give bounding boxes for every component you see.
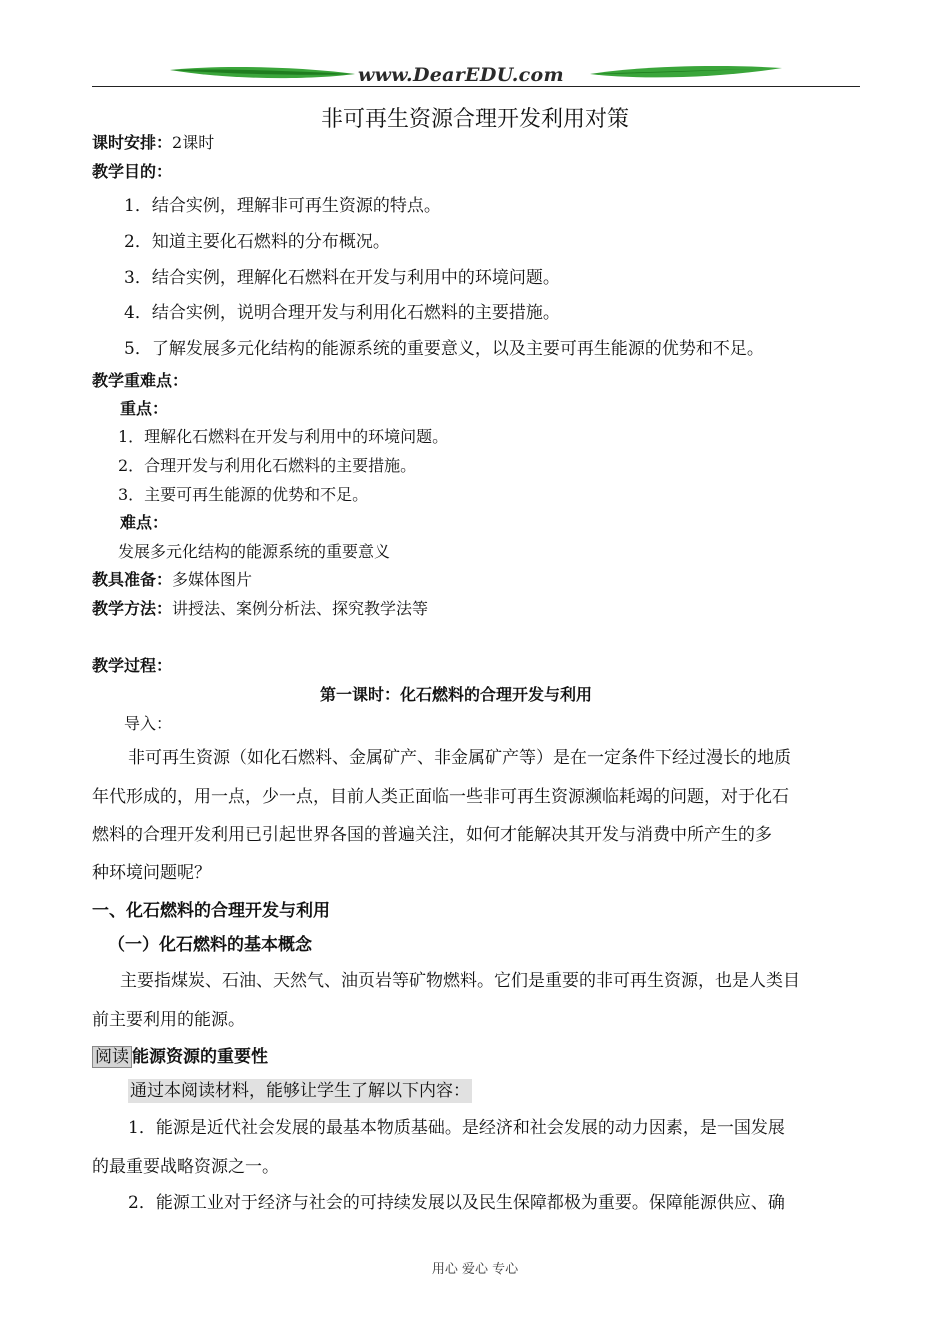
objective-item: 4．结合实例，说明合理开发与利用化石燃料的主要措施。 [124, 303, 560, 323]
lesson-title: 第一课时：化石燃料的合理开发与利用 [320, 685, 593, 704]
intro-line: 种环境问题呢？ [92, 863, 211, 883]
schedule-value: 2课时 [172, 133, 215, 152]
intro-label: 导入： [124, 714, 173, 733]
header-logo-text[interactable]: www.DearEDU.com [358, 64, 564, 86]
reading-intro-text: 通过本阅读材料，能够让学生了解以下内容： [130, 1081, 470, 1101]
right-swoosh-icon [590, 66, 782, 77]
tools-label: 教具准备： [92, 570, 173, 589]
section-heading: 一、化石燃料的合理开发与利用 [92, 901, 330, 921]
key-item: 3．主要可再生能源的优势和不足。 [118, 485, 369, 504]
subsection-heading: （一）化石燃料的基本概念 [108, 935, 312, 955]
key-item: 2．合理开发与利用化石燃料的主要措施。 [118, 456, 417, 475]
reading-item-line: 1．能源是近代社会发展的最基本物质基础。是经济和社会发展的动力因素，是一国发展 [128, 1118, 785, 1138]
section-line: 前主要利用的能源。 [92, 1010, 245, 1030]
key-label: 重点： [120, 399, 169, 418]
reading-heading [92, 1042, 268, 1067]
section-line: 主要指煤炭、石油、天然气、油页岩等矿物燃料。它们是重要的非可再生资源，也是人类目 [120, 971, 800, 991]
objective-item: 1．结合实例，理解非可再生资源的特点。 [124, 196, 441, 216]
keypoints-label: 教学重难点： [92, 371, 189, 390]
schedule-label: 课时安排： [92, 133, 173, 152]
process-label: 教学过程： [92, 656, 173, 675]
objective-item: 3．结合实例，理解化石燃料在开发与利用中的环境问题。 [124, 268, 560, 288]
methods-value: 讲授法、案例分析法、探究教学法等 [172, 599, 429, 618]
page-footer: 用心 爱心 专心 [431, 1262, 519, 1277]
schedule-row [92, 130, 214, 153]
key-item: 1．理解化石燃料在开发与利用中的环境问题。 [118, 427, 449, 446]
reading-intro [128, 1076, 472, 1101]
intro-line: 非可再生资源（如化石燃料、金属矿产、非金属矿产等）是在一定条件下经过漫长的地质 [128, 748, 791, 768]
objectives-label: 教学目的： [92, 162, 173, 181]
methods-row [92, 596, 428, 619]
methods-label: 教学方法： [92, 599, 173, 618]
objective-item: 5．了解发展多元化结构的能源系统的重要意义，以及主要可再生能源的优势和不足。 [124, 339, 764, 359]
objective-item: 2．知道主要化石燃料的分布概况。 [124, 232, 390, 252]
header-divider [92, 86, 860, 87]
tools-row [92, 567, 252, 590]
reading-badge: 阅读 [92, 1046, 132, 1068]
difficult-label: 难点： [120, 513, 169, 532]
difficult-text: 发展多元化结构的能源系统的重要意义 [118, 542, 391, 561]
reading-title: 能源资源的重要性 [132, 1047, 268, 1067]
document-title: 非可再生资源合理开发利用对策 [320, 107, 629, 132]
intro-line: 燃料的合理开发利用已引起世界各国的普遍关注，如何才能解决其开发与消费中所产生的多 [92, 825, 772, 845]
reading-item-line: 2．能源工业对于经济与社会的可持续发展以及民生保障都极为重要。保障能源供应、确 [128, 1193, 785, 1213]
reading-item-line: 的最重要战略资源之一。 [92, 1157, 279, 1177]
intro-line: 年代形成的，用一点，少一点，目前人类正面临一些非可再生资源濒临耗竭的问题，对于化石 [92, 787, 789, 807]
tools-value: 多媒体图片 [172, 570, 253, 589]
